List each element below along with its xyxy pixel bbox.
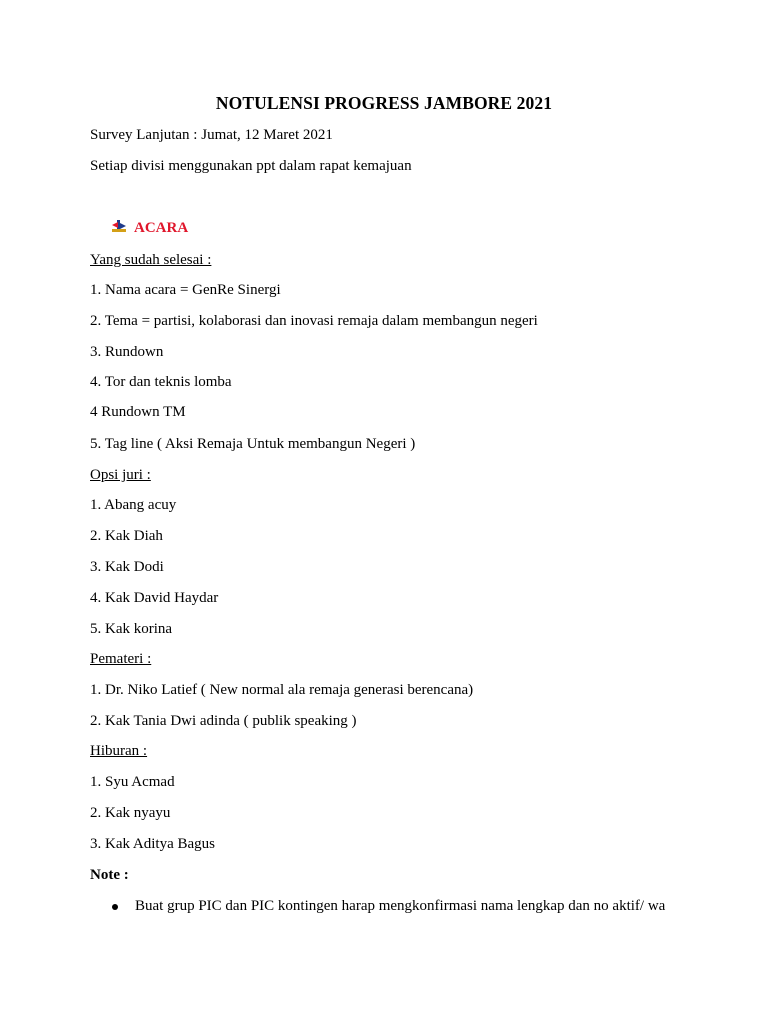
list-item: 1. Abang acuy [90,497,177,513]
survey-date-line: Survey Lanjutan : Jumat, 12 Maret 2021 [90,127,333,143]
hiburan-heading: Hiburan : [90,743,148,759]
list-item: 2. Kak Diah [90,528,163,544]
list-item: 3. Kak Dodi [90,559,164,575]
note-bullet-item [112,898,665,915]
acara-section-header [112,219,188,237]
list-item: 4 Rundown TM [90,404,186,420]
list-item: 2. Kak nyayu [90,805,171,821]
list-item: 1. Dr. Niko Latief ( New normal ala remaja generasi berencana) [90,682,474,698]
juri-heading: Opsi juri : [90,467,151,483]
list-item: 1. Syu Acmad [90,774,175,790]
note-bullet-text: Buat grup PIC dan PIC kontingen harap mengkonfirmasi nama lengkap dan no aktif/ wa [135,898,666,914]
list-item: 3. Rundown [90,344,164,360]
bullet-dot-icon [112,904,118,910]
pemateri-heading: Pemateri : [90,651,152,667]
selesai-heading: Yang sudah selesai : [90,252,212,268]
list-item: 5. Kak korina [90,621,173,637]
acara-heading: ACARA [134,219,189,236]
arrow-bullet-icon [112,219,126,238]
list-item: 4. Kak David Haydar [90,590,219,606]
list-item: 2. Tema = partisi, kolaborasi dan inovasi remaja dalam membangun negeri [90,313,538,329]
list-item: 3. Kak Aditya Bagus [90,836,215,852]
list-item: 4. Tor dan teknis lomba [90,374,232,390]
document-title: NOTULENSI PROGRESS JAMBORE 2021 [215,93,553,113]
list-item: 1. Nama acara = GenRe Sinergi [90,282,281,298]
list-item: 2. Kak Tania Dwi adinda ( publik speaking ) [90,713,357,729]
list-item: 5. Tag line ( Aksi Remaja Untuk membangun Negeri ) [90,436,416,452]
note-heading: Note : [90,867,129,883]
ppt-note-line: Setiap divisi menggunakan ppt dalam rapat kemajuan [90,158,412,174]
